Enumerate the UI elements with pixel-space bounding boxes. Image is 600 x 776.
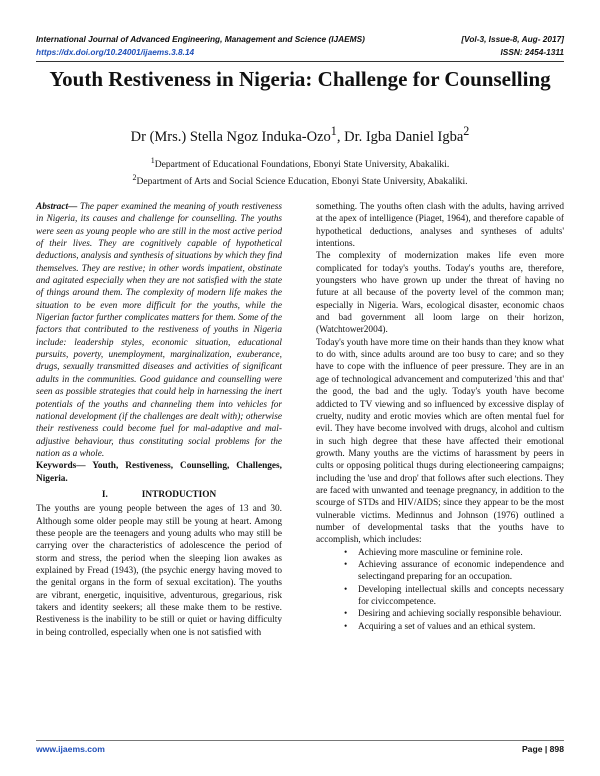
list-item: • Achieving assurance of economic independence and selectingand preparing for an occupation. xyxy=(316,559,564,584)
doi-link[interactable]: https://dx.doi.org/10.24001/ijaems.3.8.14 xyxy=(36,47,195,57)
keywords-text: Youth, Restiveness, Counselling, Challenges, Nigeria. xyxy=(36,461,282,484)
affiliation-1: $^1$Department of Educational Foundations, Ebonyi State University, Abakaliki. xyxy=(150,156,450,171)
affiliation-2: $^2$Department of Arts and Social Science Education, Ebonyi State University, Abakaliki. xyxy=(132,173,468,188)
list-item: • Desiring and achieving socially responsible behaviour. xyxy=(316,608,564,620)
issn: ISSN: 2454-1311 xyxy=(500,47,564,57)
body-paragraph-1: something. The youths often clash with the adults, having arrived at the apex of intelligence (Piaget, 1964), and therefore capable of hypothetical deductions, analyses and syntheses of adults' intentions. xyxy=(316,202,564,250)
author-1-sup: 1 xyxy=(330,124,337,138)
page-number: Page | 898 xyxy=(521,744,564,754)
right-column xyxy=(316,201,564,633)
doi-line xyxy=(36,47,564,57)
website-link[interactable]: www.ijaems.com xyxy=(36,744,105,754)
author-2-sup: 2 xyxy=(463,124,470,138)
left-column xyxy=(36,201,282,639)
list-item: • Achieving more masculine or feminine role. xyxy=(316,547,564,559)
section-heading-introduction: I. INTRODUCTION xyxy=(101,489,217,500)
author-separator: , xyxy=(336,128,345,145)
developmental-tasks-list xyxy=(316,547,564,633)
journal-name: International Journal of Advanced Engineering, Management and Science (IJAEMS) xyxy=(36,34,365,44)
abstract-text: The paper examined the meaning of youth restiveness in Nigeria, its causes and challenge for counselling. The youths were seen as young people who are still in the most active period of their lives. They are cognitively capable of hypothetical deductions, analysis and synthesis of situations by which they find themselves. They are restive; in other words impatient, obstinate and agitated especially when they are not satisfied with the state of things around them. The complexity of modern life makes the situation to be even more difficult for the youths, while the Nigerian factor further complicates matters for them. Some of the factors that contributed to the restiveness of youths in Nigeria include: leadership styles, economic situation, educational pursuits, poverty, unemployment, marginalization, exuberance, drugs, sexually transmitted diseases and activities of significant adults in the communities. Good guidance and counselling were seen as possible strategies that could help in harnessing the inert potentials of the youths and channeling them into vehicles for national development (if the challenges are dealt with); otherwise their restiveness could become fuel for mal-adaptive and mal-adjustive behaviour, thus constituting social problems for the nation as a whole. xyxy=(36,202,282,459)
keywords xyxy=(36,460,282,485)
body-paragraph-2: The complexity of modernization makes life even more complicated for today's youths. Today's youths are, therefore, youngsters who have grown up under the threat of having no future at all because of the poverty level of the common man; especially in Nigeria. Wars, ecological disaster, economic chaos and bad government all loom large on their horizon, (Watchtower2004). xyxy=(316,251,564,336)
abstract xyxy=(36,201,282,460)
keywords-label: Keywords— xyxy=(36,461,86,472)
header-divider xyxy=(36,61,564,62)
author-2: Dr. Igba Daniel Igba xyxy=(344,128,464,145)
volume-info: [Vol-3, Issue-8, Aug- 2017] xyxy=(461,34,564,44)
footer-divider xyxy=(36,740,564,741)
author-1: Dr (Mrs.) Stella Ngoz Induka-Ozo xyxy=(130,128,331,145)
list-item: • Developing intellectual skills and concepts necessary for civiccompetence. xyxy=(316,584,564,609)
running-header xyxy=(36,34,564,44)
page-footer xyxy=(36,744,564,754)
abstract-label: Abstract— xyxy=(36,202,78,212)
author-line xyxy=(36,124,564,146)
affiliations xyxy=(36,154,564,188)
intro-paragraph-1: The youths are young people between the ages of 13 and 30. Although some older people may still be young at heart. Among these people are the teenagers and young adults who may still be carrying over the characteristics of adolescence the period of storm and stress, the period when the sleeping lion awakes as explained by Fread (1943), (the psychic energy having moved to the genital organs in the form of sexual excitation). The youths are vibrant, energetic, inquisitive, adventurous, gregarious, risk takers and identity seekers; all these make them to be restive. Restiveness is the inability to be still or quiet or having difficulty in being controlled, especially when one is not satisfied with xyxy=(36,504,282,638)
paper-title: Youth Restiveness in Nigeria: Challenge for Counselling xyxy=(49,67,551,91)
list-item: • Acquiring a set of values and an ethical system. xyxy=(316,621,564,633)
body-paragraph-3: Today's youth have more time on their hands than they know what to do with, since adults around are too busy to care; and so they have to cope with the influence of peer pressure. They are in an age of technological advancement and computerized 'this and that' the good, the bad and the ugly. Today's youth have become addicted to TV viewing and so influenced by excessive display of cruelty, nudity and erotic movies which are often mental fuel for evil. They have become involved with drugs, alcohol and cultism in such high degree that these have affected their emotional growth. Many youths are the victims of harassment by peers in cults or opposing political thugs during electioneering campaigns; including the 'use and drop' that follows after such elections. They are faced with unwanted and teenage pregnancy, in addition to the scourge of STDs and HIV/AIDS; since they appear to be the most vulnerable victims. Medinnus and Johnson (1976) outlined a number of developmental tasks that the youths have to accomplish, which includes: xyxy=(316,337,564,546)
